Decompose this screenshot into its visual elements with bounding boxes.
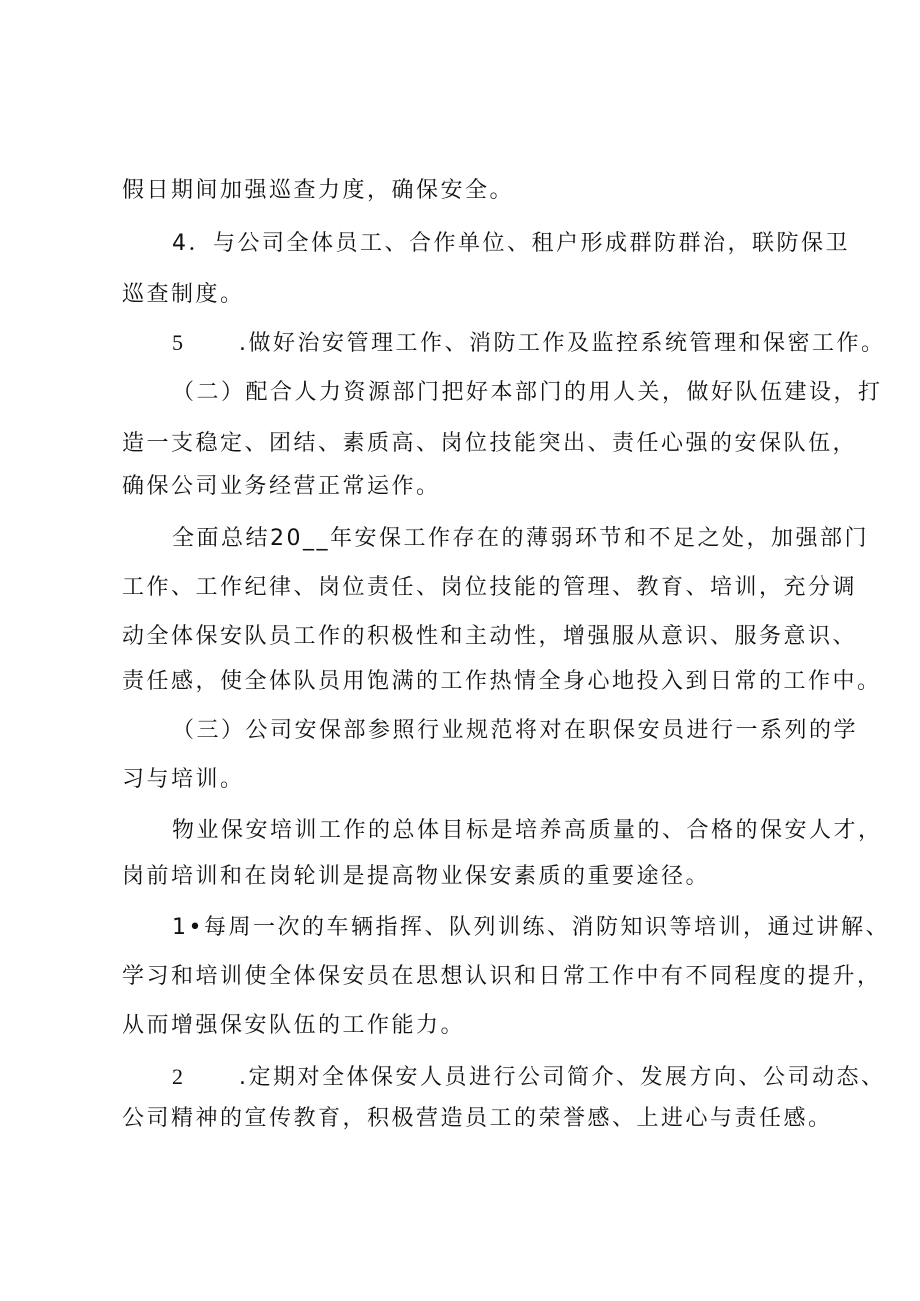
text-line: 确保公司业务经营正常运作。 [122, 474, 441, 499]
text-line: （二）配合人力资源部门把好本部门的用人关，做好队伍建设，打 [172, 380, 883, 405]
list-number: 2 [172, 1064, 183, 1089]
text-line: 责任感，使全体队员用饱满的工作热情全身心地投入到日常的工作中。 [122, 669, 882, 694]
text-line: 巡查制度。 [122, 282, 245, 307]
text-line: 动全体保安队员工作的积极性和主动性，增强服从意识、服务意识、 [122, 624, 858, 649]
text-line [172, 328, 886, 359]
text-line [172, 1062, 886, 1093]
text-line: 学习和培训使全体保安员在思想认识和日常工作中有不同程度的提升， [122, 964, 882, 989]
text-line: 4．与公司全体员工、合作单位、租户形成群防群治，联防保卫 [172, 231, 850, 256]
list-number: 5 [172, 330, 183, 355]
text-line: 假日期间加强巡查力度，确保安全。 [122, 178, 515, 203]
text-line: 1•每周一次的车辆指挥、队列训练、消防知识等培训，通过讲解、 [172, 915, 890, 940]
text-line: 物业保安培训工作的总体目标是培养高质量的、合格的保安人才， [172, 818, 883, 843]
text-line: 公司精神的宣传教育，积极营造员工的荣誉感、上进心与责任感。 [122, 1106, 833, 1131]
text-line: （三）公司安保部参照行业规范将对在职保安员进行一系列的学 [172, 718, 859, 743]
text-line: 全面总结20__年安保工作存在的薄弱环节和不足之处，加强部门 [172, 526, 869, 551]
list-item-text: .定期对全体保安人员进行公司简介、发展方向、公司动态、 [239, 1065, 886, 1090]
text-line: 习与培训。 [122, 767, 245, 792]
text-line: 从而增强保安队伍的工作能力。 [122, 1013, 466, 1038]
text-line: 造一支稳定、团结、素质高、岗位技能突出、责任心强的安保队伍， [122, 431, 858, 456]
list-item-text: .做好治安管理工作、消防工作及监控系统管理和保密工作。 [239, 331, 886, 356]
text-line: 岗前培训和在岗轮训是提高物业保安素质的重要途径。 [122, 864, 711, 889]
text-line: 工作、工作纪律、岗位责任、岗位技能的管理、教育、培训，充分调 [122, 575, 858, 600]
